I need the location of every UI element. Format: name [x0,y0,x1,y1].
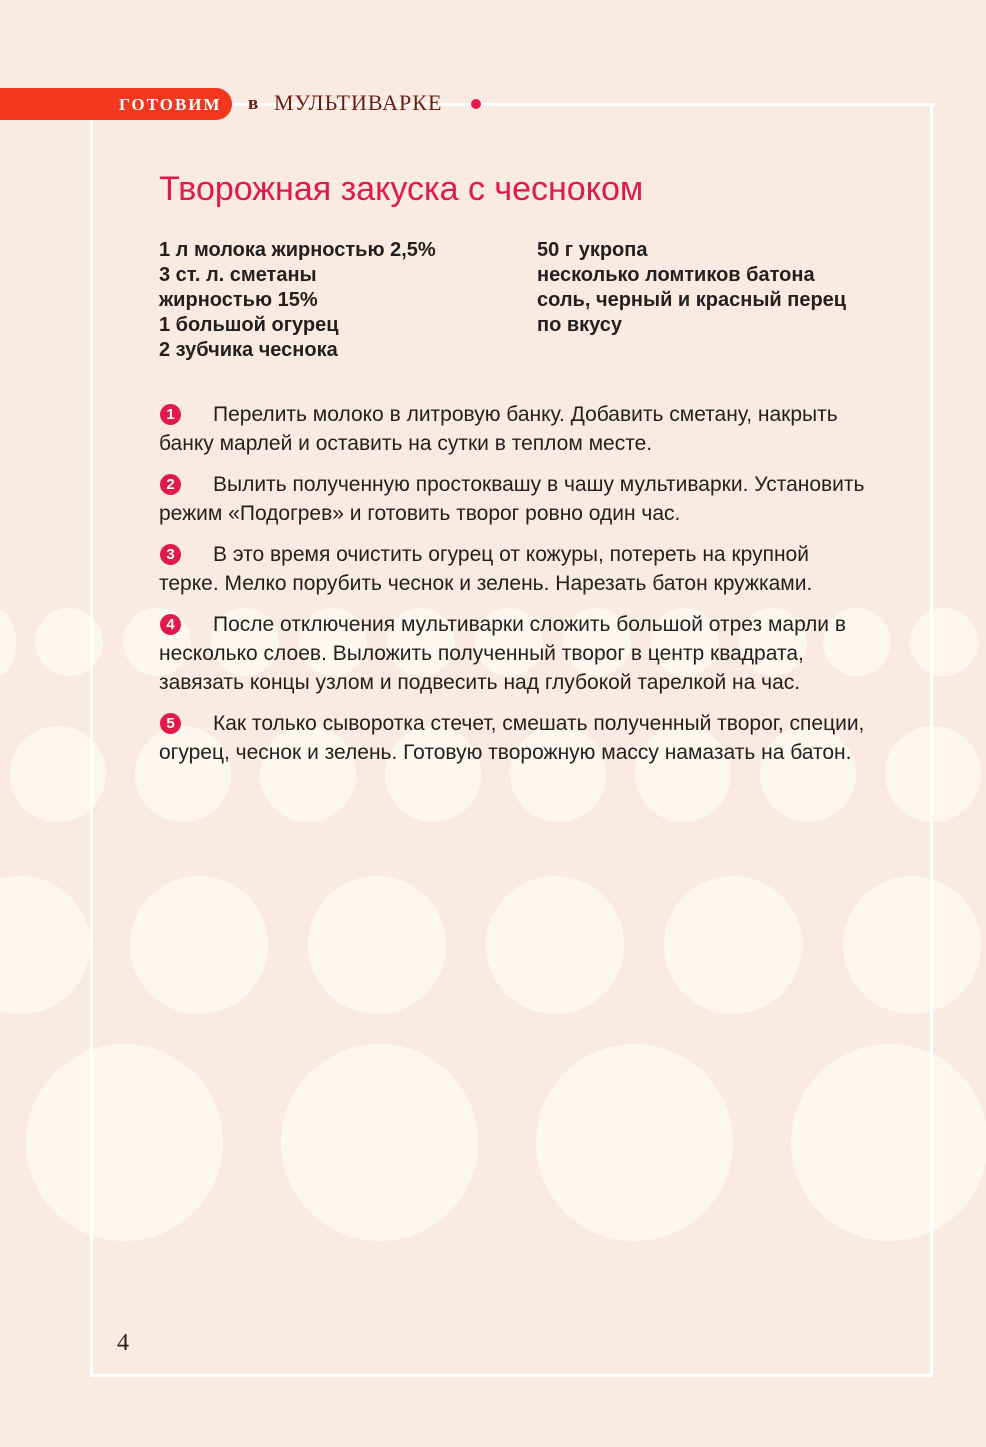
decorative-dot [0,610,16,676]
recipe-step [159,400,874,458]
ingredient-line: 50 г укропа [537,239,648,261]
step-number-badge: 3 [160,544,181,565]
bullet-dot-icon [471,99,481,109]
step-text: После отключения мультиварки сложить большой отрез марли в несколько слоев. Выложить полученный творог в центр квадрата, завязать концы узлом и подвесить над глубокой тарелкой на час. [159,613,847,694]
ingredient-line: соль, черный и красный перец [537,289,847,311]
step-text: Перелить молоко в литровую банку. Добавить сметану, накрыть банку марлей и оставить на сутки в теплом месте. [159,403,838,455]
step-text: Как только сыворотка стечет, смешать полученный творог, специи, огурец, чеснок и зелень. Готовую творожную массу намазать на батон. [159,712,865,764]
series-label-preposition: в [248,93,259,114]
recipe-step [159,709,874,767]
series-label-part1: ГОТОВИМ [119,95,222,114]
ingredient-line: 3 ст. л. сметаны [159,264,317,286]
ingredient-line: 1 большой огурец [159,314,339,336]
ingredient-line: жирностью 15% [159,289,318,311]
ingredients-right-column [537,238,846,338]
header-rule [497,103,935,106]
ingredient-line: по вкусу [537,314,623,336]
step-number-badge: 5 [160,713,181,734]
ingredient-line: 1 л молока жирностью 2,5% [159,239,436,261]
series-label-part2: МУЛЬТИВАРКЕ [274,90,443,115]
page-number: 4 [117,1330,129,1356]
step-number-badge: 1 [160,404,181,425]
step-number-badge: 4 [160,614,181,635]
ingredient-line: 2 зубчика чеснока [159,339,338,361]
step-number-badge: 2 [160,474,181,495]
recipe-step [159,540,874,598]
recipe-title: Творожная закуска с чесноком [159,170,644,208]
step-text: В это время очистить огурец от кожуры, потереть на крупной терке. Мелко порубить чеснок и зелень. Нарезать батон кружками. [159,543,813,595]
ingredient-line: несколько ломтиков батона [537,264,815,286]
step-text: Вылить полученную простоквашу в чашу мультиварки. Установить режим «Подогрев» и готовить творог ровно один час. [159,473,865,525]
series-header [0,86,986,122]
series-badge [0,88,232,120]
ingredients-left-column [159,238,436,363]
recipe-steps [159,400,874,779]
recipe-step [159,610,874,697]
recipe-step [159,470,874,528]
decorative-dot [0,876,90,1014]
